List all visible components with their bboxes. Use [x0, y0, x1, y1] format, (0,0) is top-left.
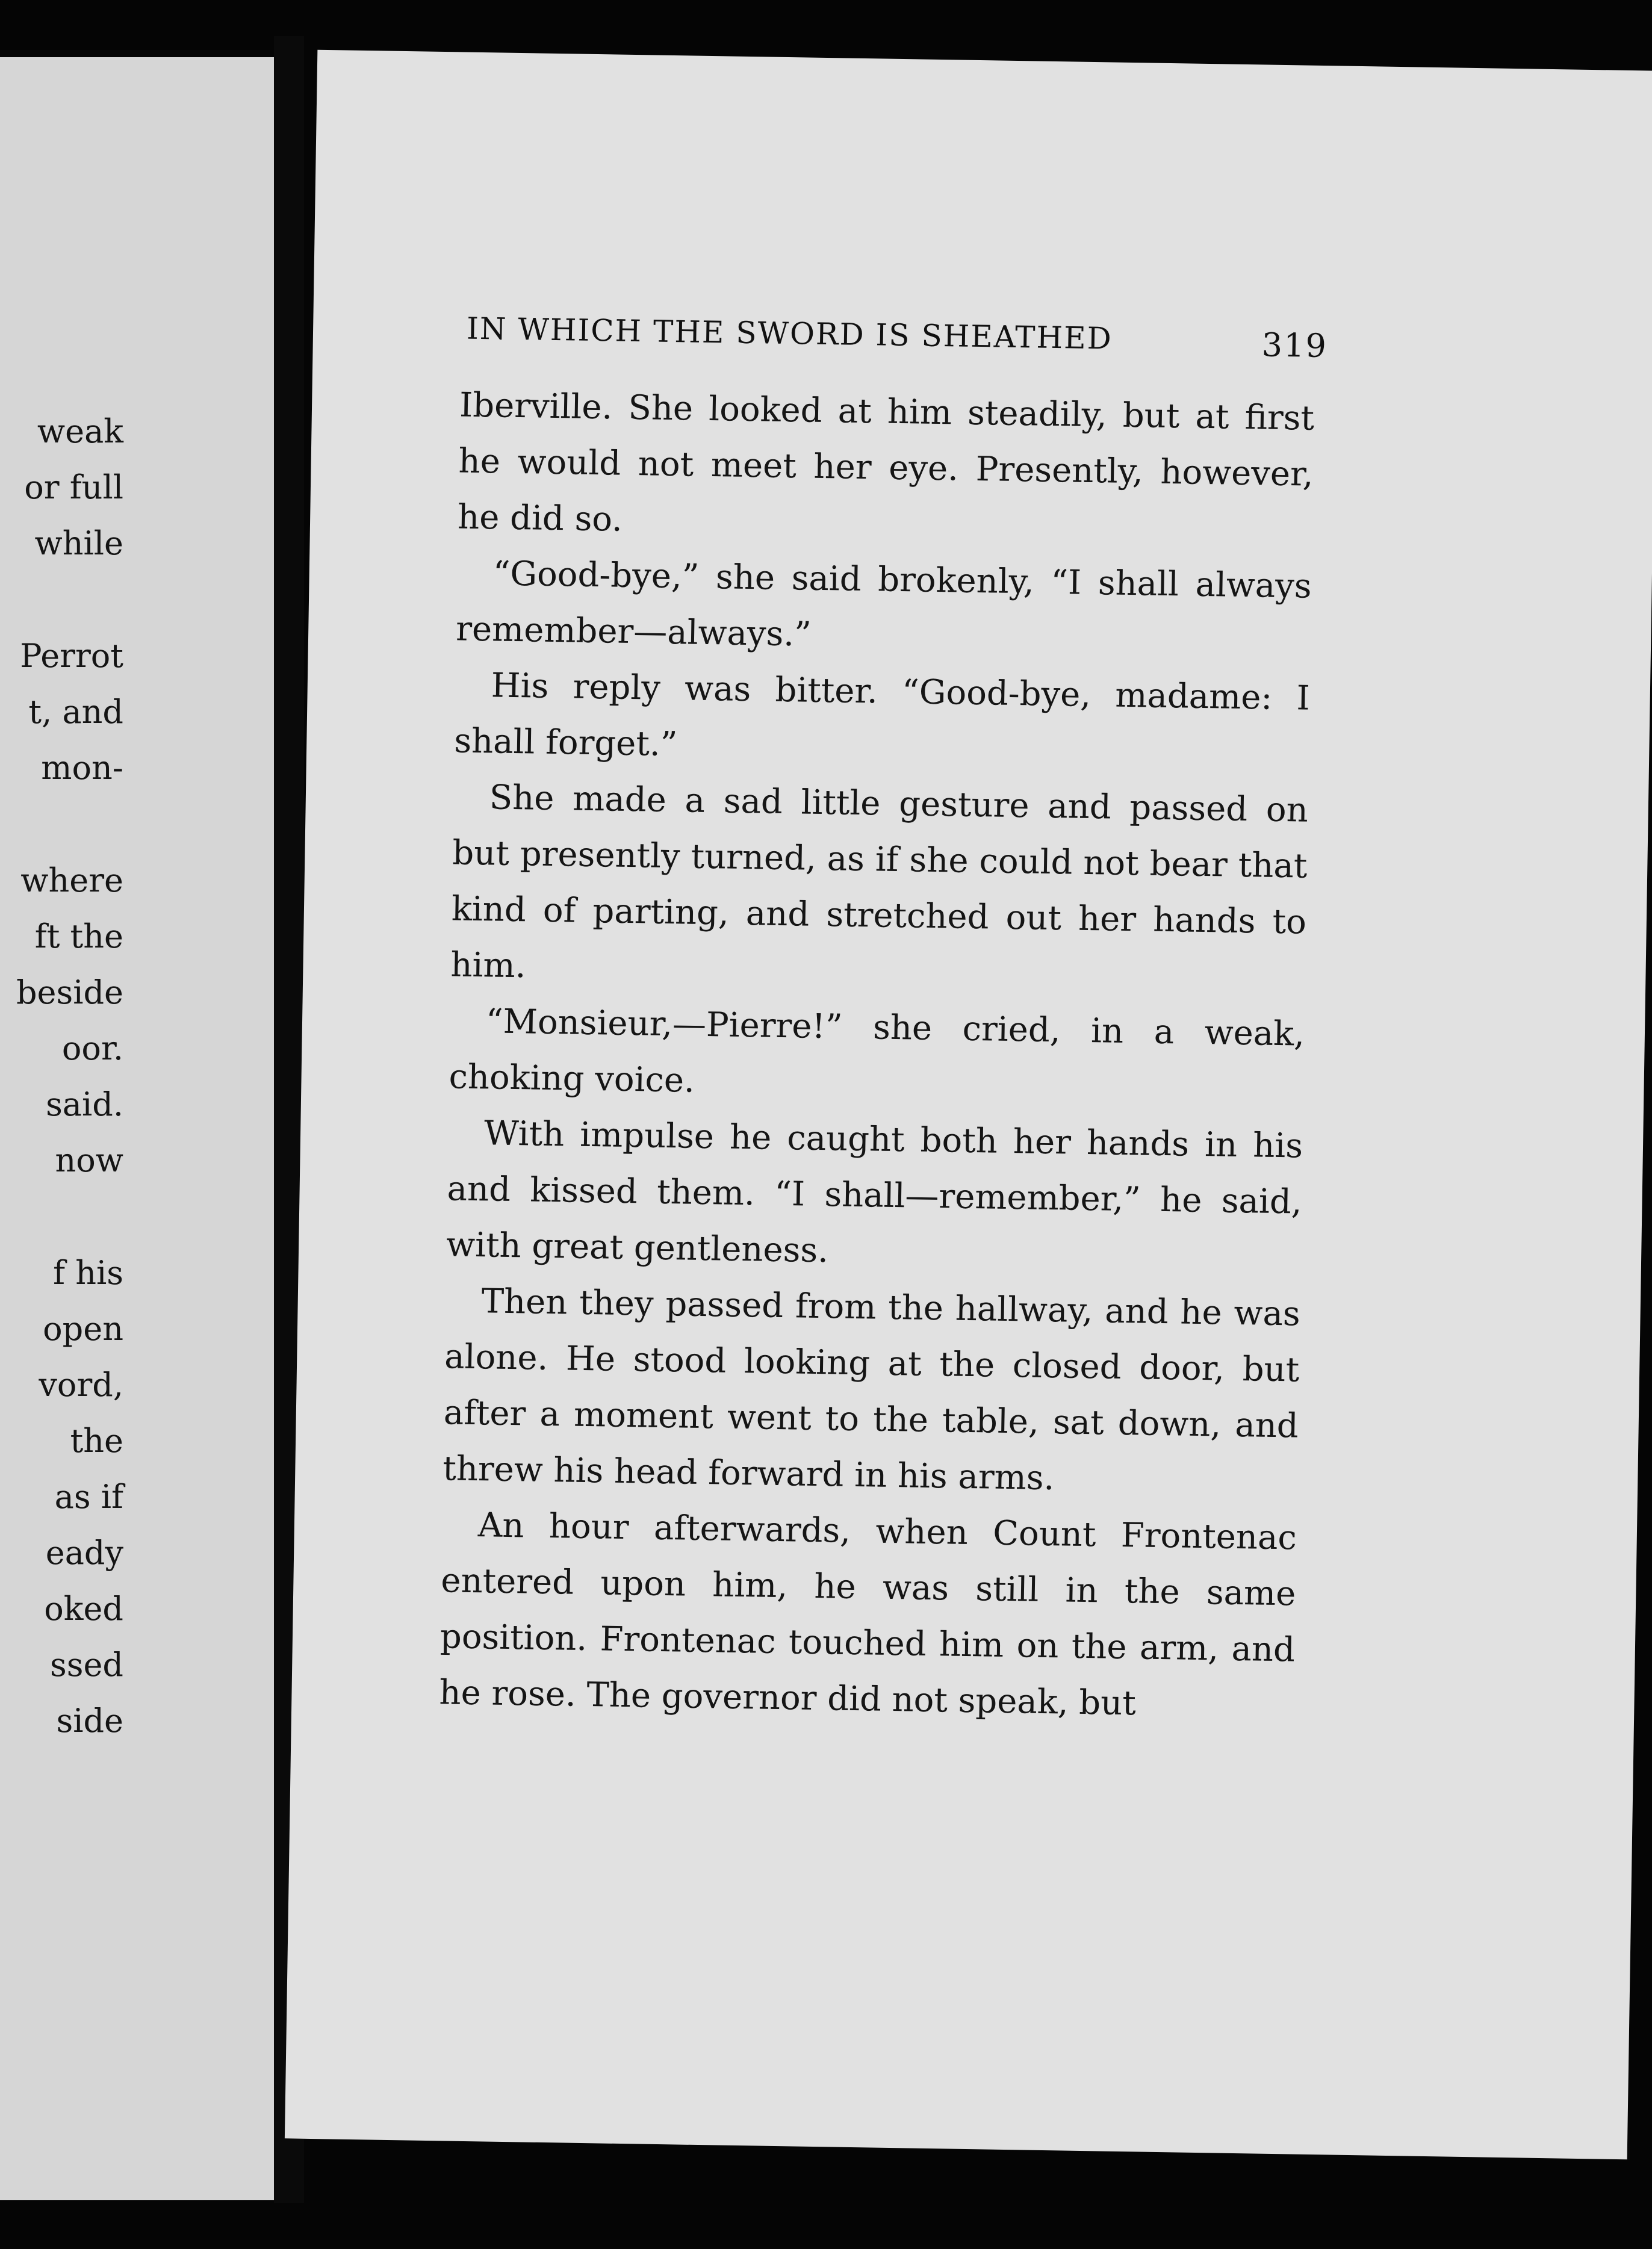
paragraph: “Monsieur,—Pierre!” she cried, in a weak, choking voice. [449, 1002, 1305, 1100]
paragraph: She made a sad little gesture and passed on but presently turned, as if she could not bear that kind of parting, and stretched out her hands to him. [450, 778, 1309, 986]
left-page-line: now [55, 1141, 123, 1179]
paragraph: An hour afterwards, when Count Frontenac entered upon him, he was still in the same position. Frontenac touched him on the arm, and he rose. The governor did not speak, but [439, 1506, 1297, 1723]
left-page-line: ssed [50, 1646, 123, 1684]
paragraph: Iberville. She looked at him steadily, but at first he would not meet her eye. Presently, however, he did so. [457, 385, 1315, 539]
body-text [439, 377, 1315, 1734]
left-page-line: vord, [39, 1366, 123, 1404]
left-page-line: or full [24, 468, 123, 506]
left-page-line: weak [37, 412, 123, 450]
left-page-line: side [56, 1702, 123, 1740]
main-page [285, 50, 1652, 2160]
left-page-line: open [43, 1310, 123, 1348]
left-page-line: oor. [61, 1029, 123, 1067]
paragraph: Then they passed from the hallway, and he was alone. He stood looking at the closed door, but after a moment went to the table, sat down, and threw his head forward in his arms. [442, 1282, 1301, 1498]
paragraph: With impulse he caught both her hands in his and kissed them. “I shall—remember,” he said, with great gentleness. [446, 1114, 1303, 1271]
paragraph: His reply was bitter. “Good-bye, madame: I shall forget.” [453, 666, 1311, 765]
left-page-line: while [34, 524, 123, 562]
left-page-line: where [20, 861, 123, 899]
left-page-line: t, and [28, 693, 123, 731]
left-facing-page [0, 57, 274, 2200]
page-content [439, 311, 1328, 1734]
left-page-line: ft the [34, 917, 123, 955]
left-page-line: f his [53, 1254, 123, 1292]
left-page-line: oked [44, 1590, 123, 1628]
running-head-title: IN WHICH THE SWORD IS SHEATHED [466, 311, 1113, 356]
left-page-line: the [70, 1422, 123, 1460]
running-head [461, 311, 1328, 366]
left-page-line: Perrot [20, 637, 123, 675]
page-number: 319 [1261, 326, 1328, 365]
left-page-line: eady [45, 1534, 123, 1572]
left-page-line: as if [54, 1478, 123, 1516]
left-page-line: mon- [41, 749, 123, 787]
left-page-line: said. [46, 1085, 123, 1123]
left-page-line: beside [16, 973, 123, 1011]
paragraph: “Good-bye,” she said brokenly, “I shall always remember—always.” [455, 554, 1312, 654]
